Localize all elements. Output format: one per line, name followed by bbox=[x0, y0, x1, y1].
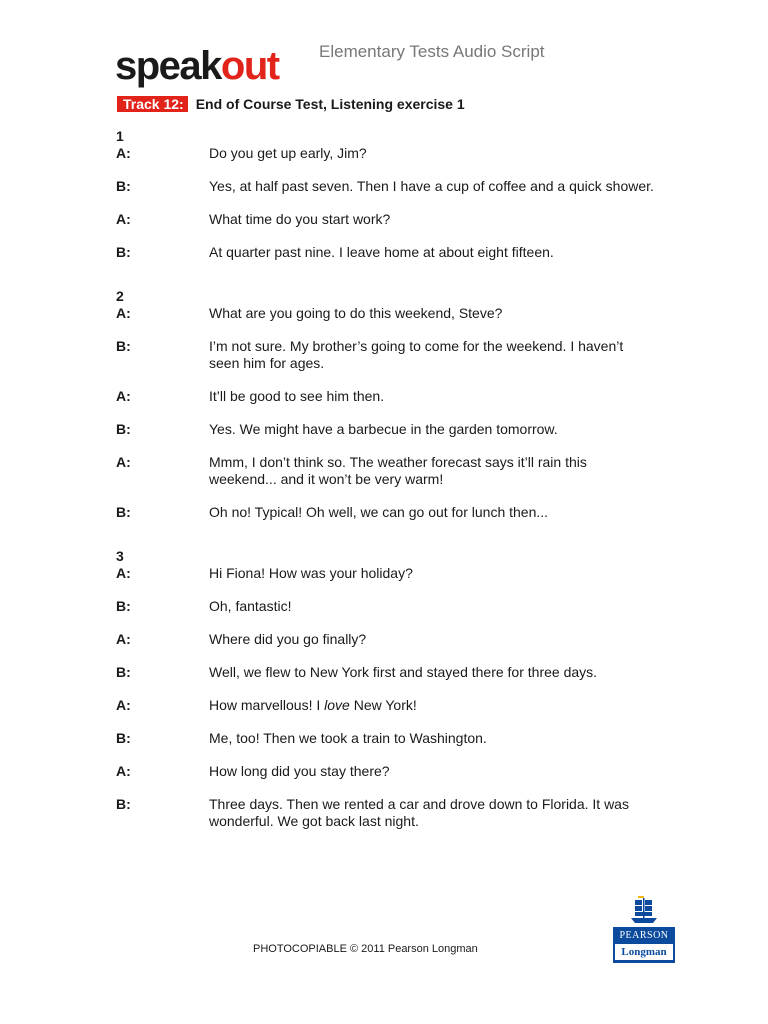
dialogue-line bbox=[116, 763, 656, 780]
dialogue-line bbox=[116, 664, 656, 681]
speaker-label: B: bbox=[116, 730, 131, 746]
speaker-label: B: bbox=[116, 796, 131, 812]
dialogue-line bbox=[116, 178, 656, 195]
dialogue-line bbox=[116, 631, 656, 648]
dialogue-text: Three days. Then we rented a car and drove down to Florida. It was wonderful. We got back last night. bbox=[209, 796, 629, 829]
speaker-label: A: bbox=[116, 211, 131, 227]
dialogue-line bbox=[116, 305, 656, 322]
speaker-label: A: bbox=[116, 763, 131, 779]
dialogue-text: Me, too! Then we took a train to Washington. bbox=[209, 730, 487, 746]
dialogue-line bbox=[116, 145, 656, 162]
dialogue-line bbox=[116, 598, 656, 615]
dialogue-text: At quarter past nine. I leave home at about eight fifteen. bbox=[209, 244, 554, 260]
dialogue-line bbox=[116, 796, 656, 830]
dialogue-line bbox=[116, 421, 656, 438]
track-badge: Track 12: bbox=[117, 96, 188, 112]
dialogue-section bbox=[116, 548, 656, 830]
dialogue-line bbox=[116, 730, 656, 747]
speakout-logo: speakout bbox=[115, 44, 279, 88]
page-header bbox=[115, 38, 675, 88]
dialogue-text: What time do you start work? bbox=[209, 211, 391, 227]
dialogue-text: Do you get up early, Jim? bbox=[209, 145, 367, 161]
dialogue-text: Where did you go finally? bbox=[209, 631, 367, 647]
track-title: End of Course Test, Listening exercise 1 bbox=[195, 95, 465, 112]
dialogue-text: Mmm, I don’t think so. The weather forecast says it’ll rain this weekend... and it won’t be very warm! bbox=[209, 454, 587, 487]
audio-script bbox=[116, 128, 656, 830]
speaker-label: A: bbox=[116, 631, 131, 647]
speaker-label: B: bbox=[116, 421, 131, 437]
dialogue-section bbox=[116, 288, 656, 521]
speaker-label: B: bbox=[116, 504, 131, 520]
section-number: 1 bbox=[116, 128, 124, 144]
dialogue-text: Yes, at half past seven. Then I have a cup of coffee and a quick shower. bbox=[209, 178, 654, 194]
dialogue-line bbox=[116, 565, 656, 582]
dialogue-text: How long did you stay there? bbox=[209, 763, 390, 779]
dialogue-text: It’ll be good to see him then. bbox=[209, 388, 385, 404]
section-number: 2 bbox=[116, 288, 124, 304]
dialogue-line bbox=[116, 244, 656, 261]
speaker-label: B: bbox=[116, 244, 131, 260]
footer-copyright: PHOTOCOPIABLE © 2011 Pearson Longman bbox=[253, 943, 478, 955]
dialogue-text: Well, we flew to New York first and stayed there for three days. bbox=[209, 664, 598, 680]
dialogue-text: What are you going to do this weekend, Steve? bbox=[209, 305, 503, 321]
track-heading bbox=[117, 95, 465, 113]
dialogue-text: How marvellous! I love New York! bbox=[209, 697, 417, 713]
dialogue-text: Oh no! Typical! Oh well, we can go out for lunch then... bbox=[209, 504, 549, 520]
document-title: Elementary Tests Audio Script bbox=[319, 42, 545, 61]
dialogue-line bbox=[116, 454, 656, 488]
pearson-wordmark: PEARSON Longman bbox=[613, 927, 675, 963]
dialogue-text: Hi Fiona! How was your holiday? bbox=[209, 565, 413, 581]
ship-icon bbox=[613, 896, 675, 926]
dialogue-line bbox=[116, 211, 656, 228]
speaker-label: B: bbox=[116, 598, 131, 614]
speaker-label: A: bbox=[116, 145, 131, 161]
section-number: 3 bbox=[116, 548, 124, 564]
speaker-label: A: bbox=[116, 565, 131, 581]
speaker-label: B: bbox=[116, 664, 131, 680]
dialogue-line bbox=[116, 697, 656, 714]
speaker-label: A: bbox=[116, 388, 131, 404]
dialogue-line bbox=[116, 388, 656, 405]
dialogue-text: Oh, fantastic! bbox=[209, 598, 292, 614]
speaker-label: A: bbox=[116, 305, 131, 321]
speaker-label: B: bbox=[116, 178, 131, 194]
speaker-label: A: bbox=[116, 454, 131, 470]
dialogue-section bbox=[116, 128, 656, 261]
speaker-label: A: bbox=[116, 697, 131, 713]
dialogue-line bbox=[116, 338, 656, 372]
dialogue-line bbox=[116, 504, 656, 521]
speaker-label: B: bbox=[116, 338, 131, 354]
dialogue-text: I’m not sure. My brother’s going to come for the weekend. I haven’t seen him for ages. bbox=[209, 338, 624, 371]
dialogue-text: Yes. We might have a barbecue in the garden tomorrow. bbox=[209, 421, 558, 437]
pearson-logo bbox=[613, 896, 675, 964]
